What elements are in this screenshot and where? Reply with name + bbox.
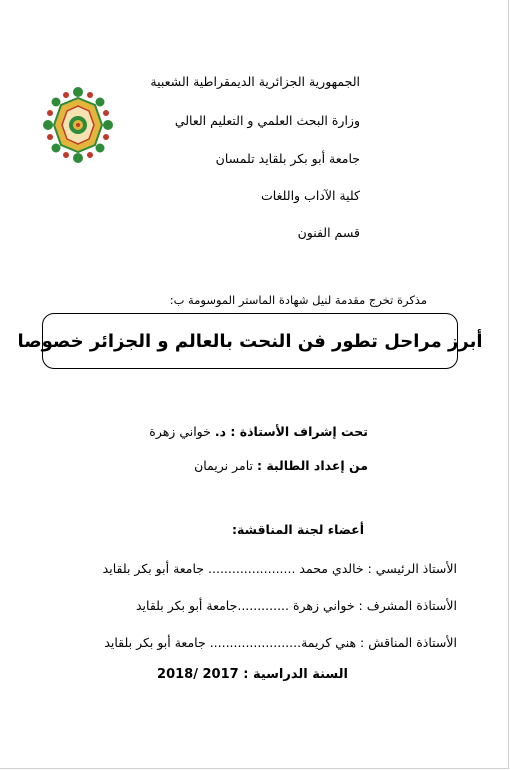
academic-year: السنة الدراسية : 2017 /2018 <box>157 667 348 682</box>
committee-title: أعضاء لجنة المناقشة: <box>232 522 364 537</box>
student-label: من إعداد الطالبة : <box>256 458 368 473</box>
committee-member <box>67 561 457 576</box>
committee-member <box>67 635 457 650</box>
student-line <box>194 458 368 473</box>
republic-line: الجمهورية الجزائرية الديمقراطية الشعبية <box>150 74 360 89</box>
member-role-name: الأستاذة المشرف : خواني زهرة ............. <box>237 598 457 613</box>
thesis-title: أبرز مراحل تطور فن النحت بالعالم و الجزائر خصوصا <box>17 330 483 352</box>
ministry-line: وزارة البحث العلمي و التعليم العالي <box>174 113 360 128</box>
faculty-line: كلية الآداب واللغات <box>261 188 360 203</box>
member-affiliation: جامعة أبو بكر بلقايد <box>135 598 238 613</box>
title-box <box>17 313 483 369</box>
university-line: جامعة أبو بكر بلقايد تلمسان <box>215 151 360 166</box>
member-affiliation: جامعة أبو بكر بلقايد <box>102 561 205 576</box>
supervisor-label: تحت إشراف الأستاذة : د. <box>214 424 368 439</box>
committee-member <box>67 598 457 613</box>
member-affiliation: جامعة أبو بكر بلقايد <box>104 635 206 650</box>
supervisor-name: خواني زهرة <box>149 424 211 439</box>
member-role-name: الأستاذة المناقش : هني كريمة....................... <box>209 635 457 650</box>
member-role-name: الأستاذ الرئيسي : خالدي محمد ...................... <box>208 561 457 576</box>
supervisor-line <box>149 424 368 439</box>
department-line: قسم الفنون <box>297 225 360 240</box>
student-name: تامر نريمان <box>194 458 253 473</box>
university-seal-icon <box>42 86 114 164</box>
intro-text: مذكرة تخرج مقدمة لنيل شهادة الماستر الموسومة ب: <box>169 293 427 307</box>
